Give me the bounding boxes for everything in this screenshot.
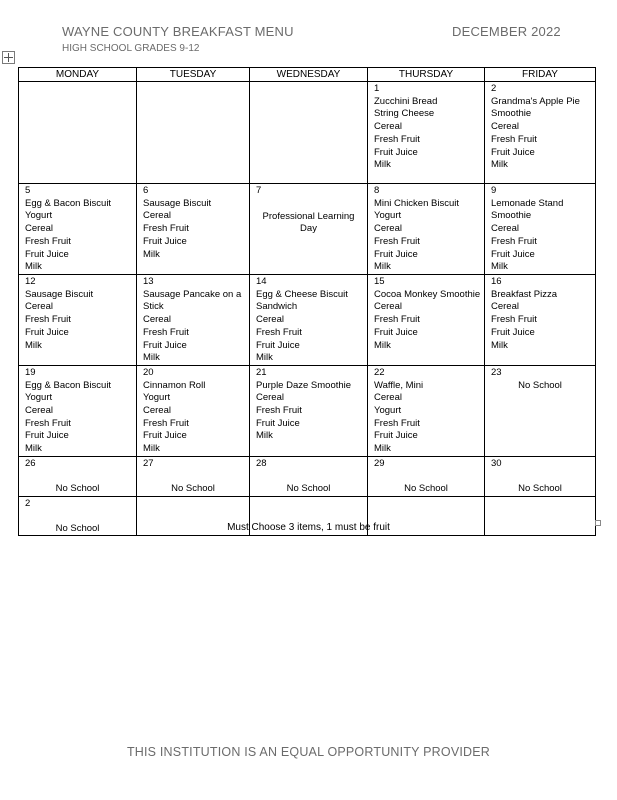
menu-item: Fresh Fruit bbox=[491, 133, 537, 145]
menu-item: Zucchini Bread bbox=[374, 95, 438, 107]
day-cell bbox=[137, 365, 250, 456]
day-header-wednesday: WEDNESDAY bbox=[250, 68, 368, 82]
menu-item: Smoothie bbox=[491, 108, 532, 120]
menu-item: Cereal bbox=[25, 301, 53, 313]
day-number: 20 bbox=[143, 366, 154, 378]
menu-item: Cereal bbox=[256, 314, 284, 326]
menu-item: Sausage Pancake on a Stick bbox=[143, 288, 242, 313]
day-cell bbox=[137, 456, 250, 496]
week-row bbox=[19, 82, 596, 184]
day-cell bbox=[485, 82, 596, 184]
menu-item: Fresh Fruit bbox=[374, 235, 420, 247]
menu-item: Fruit Juice bbox=[25, 430, 69, 442]
menu-item: Fresh Fruit bbox=[143, 326, 189, 338]
menu-item: Milk bbox=[256, 430, 273, 442]
menu-item: Cereal bbox=[491, 223, 519, 235]
breakfast-calendar-table bbox=[18, 67, 596, 536]
menu-item: Milk bbox=[143, 443, 160, 455]
day-number: 19 bbox=[25, 366, 36, 378]
menu-item: Cereal bbox=[256, 392, 284, 404]
day-number: 27 bbox=[143, 457, 154, 469]
day-number: 26 bbox=[25, 457, 36, 469]
no-school-note: No School bbox=[171, 482, 215, 494]
menu-item: Fresh Fruit bbox=[143, 223, 189, 235]
day-number: 8 bbox=[374, 185, 380, 196]
day-number: 13 bbox=[143, 276, 154, 287]
day-number: 15 bbox=[374, 276, 385, 287]
day-cell bbox=[485, 456, 596, 496]
menu-item: Cereal bbox=[491, 301, 519, 313]
day-number: 28 bbox=[256, 457, 267, 469]
no-school-note: No School bbox=[55, 522, 100, 534]
menu-item: Fruit Juice bbox=[374, 430, 418, 442]
no-school-note: No School bbox=[55, 482, 100, 494]
menu-item: Milk bbox=[256, 352, 273, 364]
menu-item: Milk bbox=[143, 352, 160, 364]
week-row bbox=[19, 184, 596, 275]
day-header-monday: MONDAY bbox=[19, 68, 137, 82]
menu-subtitle: HIGH SCHOOL GRADES 9-12 bbox=[62, 43, 200, 54]
menu-rule-note: Must Choose 3 items, 1 must be fruit bbox=[227, 522, 390, 533]
menu-item: Cereal bbox=[491, 121, 519, 133]
menu-item: Fruit Juice bbox=[491, 248, 535, 260]
day-cell bbox=[485, 365, 596, 456]
day-cell bbox=[250, 365, 368, 456]
menu-item: Smoothie bbox=[491, 210, 532, 222]
menu-item: Sausage Biscuit bbox=[143, 197, 212, 209]
day-number: 7 bbox=[256, 185, 262, 196]
menu-item: Fresh Fruit bbox=[143, 417, 189, 429]
menu-item: Purple Daze Smoothie bbox=[256, 379, 352, 391]
menu-item: Fruit Juice bbox=[374, 146, 418, 158]
menu-item: Milk bbox=[374, 159, 391, 171]
menu-item: Milk bbox=[25, 261, 42, 273]
menu-item: Fresh Fruit bbox=[374, 417, 420, 429]
no-school-note: No School bbox=[404, 482, 448, 494]
day-header-thursday: THURSDAY bbox=[368, 68, 485, 82]
menu-item: Fresh Fruit bbox=[491, 314, 537, 326]
day-cell bbox=[485, 184, 596, 275]
menu-item: Egg & Bacon Biscuit bbox=[25, 197, 112, 209]
menu-item: Fruit Juice bbox=[25, 248, 69, 260]
day-cell bbox=[368, 82, 485, 184]
day-cell bbox=[19, 456, 137, 496]
menu-item: Cereal bbox=[25, 405, 53, 417]
day-number: 2 bbox=[491, 83, 497, 94]
menu-item: Fruit Juice bbox=[143, 235, 187, 247]
menu-item: Cereal bbox=[25, 223, 53, 235]
menu-item: Milk bbox=[25, 443, 42, 455]
menu-item: Milk bbox=[491, 339, 508, 351]
menu-item: Fresh Fruit bbox=[256, 405, 302, 417]
menu-item: Cereal bbox=[374, 121, 402, 133]
day-number: 12 bbox=[25, 276, 36, 287]
equal-opportunity-footer: THIS INSTITUTION IS AN EQUAL OPPORTUNITY PROVIDER bbox=[126, 745, 491, 759]
day-cell bbox=[19, 184, 137, 275]
week-row bbox=[19, 275, 596, 366]
menu-title: WAYNE COUNTY BREAKFAST MENU bbox=[62, 24, 294, 39]
menu-item: Milk bbox=[374, 261, 391, 273]
menu-item: Fruit Juice bbox=[143, 430, 187, 442]
professional-learning-note: Professional Learning Day bbox=[262, 210, 355, 235]
day-cell bbox=[368, 275, 485, 366]
day-cell bbox=[368, 184, 485, 275]
menu-item: Yogurt bbox=[25, 392, 53, 404]
day-header-friday: FRIDAY bbox=[485, 68, 596, 82]
menu-item: Yogurt bbox=[25, 210, 53, 222]
day-cell bbox=[137, 275, 250, 366]
menu-item: Milk bbox=[374, 443, 391, 455]
menu-item: Fresh Fruit bbox=[491, 235, 537, 247]
menu-item: Fresh Fruit bbox=[374, 133, 420, 145]
menu-item: Fruit Juice bbox=[491, 326, 535, 338]
menu-item: Grandma's Apple Pie bbox=[491, 95, 580, 107]
day-cell bbox=[250, 456, 368, 496]
day-cell-empty bbox=[137, 82, 250, 184]
menu-item: Fruit Juice bbox=[256, 339, 300, 351]
table-resize-handle[interactable] bbox=[595, 520, 601, 526]
menu-item: String Cheese bbox=[374, 108, 435, 120]
menu-item: Fresh Fruit bbox=[374, 314, 420, 326]
menu-item: Milk bbox=[143, 248, 160, 260]
week-row bbox=[19, 365, 596, 456]
menu-item: Mini Chicken Biscuit bbox=[374, 197, 459, 209]
menu-item: Yogurt bbox=[374, 210, 402, 222]
menu-item: Egg & Bacon Biscuit bbox=[25, 379, 112, 391]
day-number: 1 bbox=[374, 83, 380, 94]
menu-item: Cocoa Monkey Smoothie bbox=[374, 288, 481, 300]
no-school-note: No School bbox=[518, 379, 562, 391]
menu-item: Fresh Fruit bbox=[25, 417, 71, 429]
menu-item: Cereal bbox=[143, 210, 171, 222]
menu-item: Cereal bbox=[143, 405, 171, 417]
no-school-note: No School bbox=[286, 482, 331, 494]
day-number: 9 bbox=[491, 185, 497, 196]
menu-item: Fruit Juice bbox=[25, 326, 69, 338]
menu-item: Yogurt bbox=[143, 392, 171, 404]
menu-item: Breakfast Pizza bbox=[491, 288, 557, 300]
day-number: 22 bbox=[374, 366, 385, 378]
day-cell bbox=[368, 365, 485, 456]
menu-item: Milk bbox=[491, 261, 508, 273]
menu-item: Milk bbox=[374, 339, 391, 351]
day-number: 2 bbox=[25, 497, 31, 509]
day-number: 6 bbox=[143, 185, 149, 196]
day-cell-empty bbox=[19, 82, 137, 184]
menu-item: Yogurt bbox=[374, 405, 402, 417]
day-header-tuesday: TUESDAY bbox=[137, 68, 250, 82]
day-cell bbox=[19, 275, 137, 366]
menu-item: Lemonade Stand bbox=[491, 197, 564, 209]
menu-month: DECEMBER 2022 bbox=[452, 24, 561, 39]
menu-item: Waffle, Mini bbox=[374, 379, 424, 391]
week-row bbox=[19, 456, 596, 496]
day-cell bbox=[485, 275, 596, 366]
no-school-note: No School bbox=[518, 482, 562, 494]
day-cell bbox=[250, 184, 368, 275]
day-number: 21 bbox=[256, 366, 267, 378]
menu-item: Fresh Fruit bbox=[25, 314, 71, 326]
menu-item: Fresh Fruit bbox=[25, 235, 71, 247]
menu-item: Cereal bbox=[143, 314, 171, 326]
menu-item: Cereal bbox=[374, 223, 402, 235]
menu-item: Fruit Juice bbox=[143, 339, 187, 351]
menu-item: Fruit Juice bbox=[374, 248, 418, 260]
day-cell-empty bbox=[250, 82, 368, 184]
day-number: 14 bbox=[256, 276, 267, 287]
day-number: 16 bbox=[491, 276, 502, 287]
table-move-icon[interactable] bbox=[2, 51, 15, 64]
menu-item: Cereal bbox=[374, 301, 402, 313]
menu-item: Milk bbox=[491, 159, 508, 171]
menu-item: Milk bbox=[25, 339, 42, 351]
menu-item: Fruit Juice bbox=[491, 146, 535, 158]
day-cell bbox=[368, 456, 485, 496]
menu-item: Cereal bbox=[374, 392, 402, 404]
day-cell bbox=[19, 365, 137, 456]
day-number: 23 bbox=[491, 366, 502, 378]
menu-item: Fruit Juice bbox=[256, 417, 300, 429]
day-number: 30 bbox=[491, 457, 502, 469]
day-cell bbox=[250, 275, 368, 366]
menu-item: Egg & Cheese Biscuit Sandwich bbox=[256, 288, 348, 313]
day-number: 5 bbox=[25, 185, 31, 196]
menu-item: Fresh Fruit bbox=[256, 326, 302, 338]
day-number: 29 bbox=[374, 457, 385, 469]
day-header-row bbox=[19, 68, 596, 82]
menu-item: Sausage Biscuit bbox=[25, 288, 94, 300]
menu-item: Cinnamon Roll bbox=[143, 379, 206, 391]
day-cell bbox=[137, 184, 250, 275]
menu-item: Fruit Juice bbox=[374, 326, 418, 338]
